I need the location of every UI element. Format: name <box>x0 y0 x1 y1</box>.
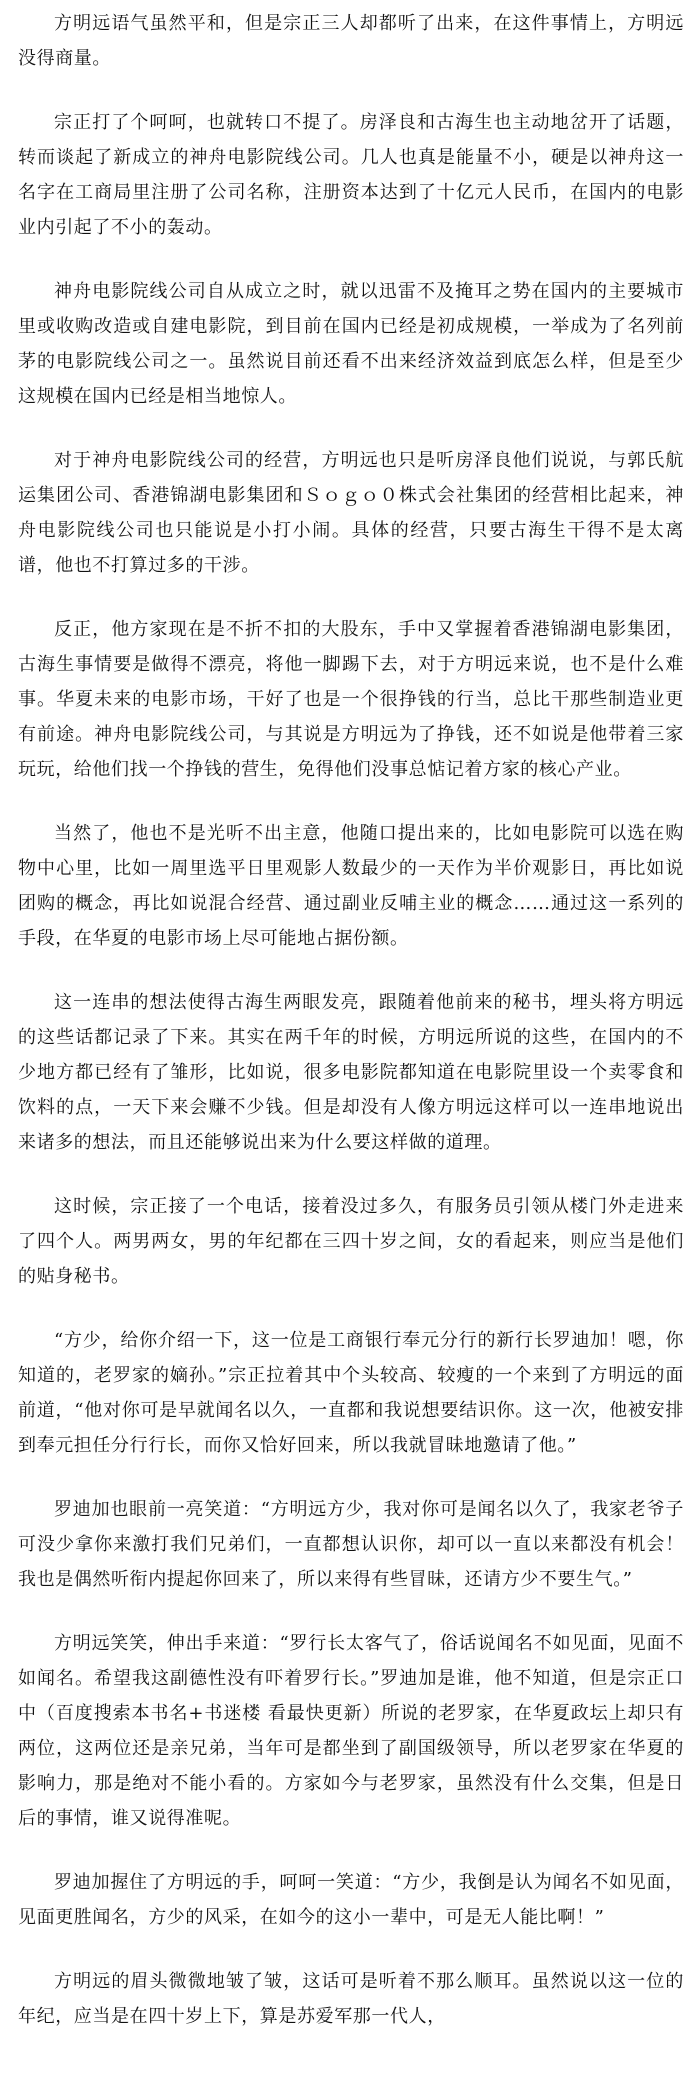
paragraph: 方明远的眉头微微地皱了皱，这话可是听着不那么顺耳。虽然说以这一位的年纪，应当是在四十岁上下，算是苏爱军那一代人， <box>18 1971 684 2027</box>
paragraph: 这一连串的想法使得古海生两眼发亮，跟随着他前来的秘书，埋头将方明远的这些话都记录了下来。其实在两千年的时候，方明远所说的这些，在国内的不少地方都已经有了雏形，比如说，很多电影院都知道在电影院里设一个卖零食和饮料的点，一天下来会赚不少钱。但是却没有人像方明远这样可以一连串地说出来诸多的想法，而且还能够说出来为什么要这样做的道理。 <box>18 992 684 1153</box>
paragraph: 当然了，他也不是光听不出主意，他随口提出来的，比如电影院可以选在购物中心里，比如一周里选平日里观影人数最少的一天作为半价观影日，再比如说团购的概念，再比如说混合经营、通过副业反哺主业的概念……通过这一系列的手段，在华夏的电影市场上尽可能地占据份额。 <box>18 823 684 949</box>
paragraph: 对于神舟电影院线公司的经营，方明远也只是听房泽良他们说说，与郭氏航运集团公司、香港锦湖电影集团和Ｓｏｇｏ０株式会社集团的经营相比起来，神舟电影院线公司也只能说是小打小闹。具体的经营，只要古海生干得不是太离谱，他也不打算过多的干涉。 <box>18 450 684 576</box>
paragraph: 方明远语气虽然平和，但是宗正三人却都听了出来，在这件事情上，方明远没得商量。 <box>18 13 684 69</box>
paragraph: 这时候，宗正接了一个电话，接着没过多久，有服务员引领从楼门外走进来了四个人。两男两女，男的年纪都在三四十岁之间，女的看起来，则应当是他们的贴身秘书。 <box>18 1196 684 1287</box>
paragraph: 罗迪加握住了方明远的手，呵呵一笑道：“方少，我倒是认为闻名不如见面，见面更胜闻名，方少的风采，在如今的这小一辈中，可是无人能比啊！” <box>18 1872 684 1928</box>
paragraph: 罗迪加也眼前一亮笑道：“方明远方少，我对你可是闻名以久了，我家老爷子可没少拿你来激打我们兄弟们，一直都想认识你，却可以一直以来都没有机会！我也是偶然听衔内提起你回来了，所以来得有些冒昧，还请方少不要生气。” <box>18 1499 684 1590</box>
paragraph: “方少，给你介绍一下，这一位是工商银行奉元分行的新行长罗迪加！嗯，你知道的，老罗家的嫡孙。”宗正拉着其中个头较高、较瘦的一个来到了方明远的面前道，“他对你可是早就闻名以久，一直都和我说想要结识你。这一次，他被安排到奉元担任分行行长，而你又恰好回来，所以我就冒昧地邀请了他。” <box>18 1330 684 1456</box>
paragraph: 方明远笑笑，伸出手来道：“罗行长太客气了，俗话说闻名不如见面，见面不如闻名。希望我这副德性没有吓着罗行长。”罗迪加是谁，他不知道，但是宗正口中（百度搜索本书名+书迷楼 看最快更新）所说的老罗家，在华夏政坛上却只有两位，这两位还是亲兄弟，当年可是都坐到了副国级领导，所以老罗家在华夏的影响力，那是绝对不能小看的。方家如今与老罗家，虽然没有什么交集，但是日后的事情，谁又说得准呢。 <box>18 1633 684 1829</box>
paragraph: 宗正打了个呵呵，也就转口不提了。房泽良和古海生也主动地岔开了话题，转而谈起了新成立的神舟电影院线公司。几人也真是能量不小，硬是以神舟这一名字在工商局里注册了公司名称，注册资本达到了十亿元人民币，在国内的电影业内引起了不小的轰动。 <box>18 112 684 238</box>
paragraph: 神舟电影院线公司自从成立之时，就以迅雷不及掩耳之势在国内的主要城市里或收购改造或自建电影院，到目前在国内已经是初成规模，一举成为了名列前茅的电影院线公司之一。虽然说目前还看不出来经济效益到底怎么样，但是至少这规模在国内已经是相当地惊人。 <box>18 281 684 407</box>
paragraph: 反正，他方家现在是不折不扣的大股东，手中又掌握着香港锦湖电影集团，古海生事情要是做得不漂亮，将他一脚踢下去，对于方明远来说，也不是什么难事。华夏未来的电影市场，干好了也是一个很挣钱的行当，总比干那些制造业更有前途。神舟电影院线公司，与其说是方明远为了挣钱，还不如说是他带着三家玩玩，给他们找一个挣钱的营生，免得他们没事总惦记着方家的核心产业。 <box>18 619 684 780</box>
